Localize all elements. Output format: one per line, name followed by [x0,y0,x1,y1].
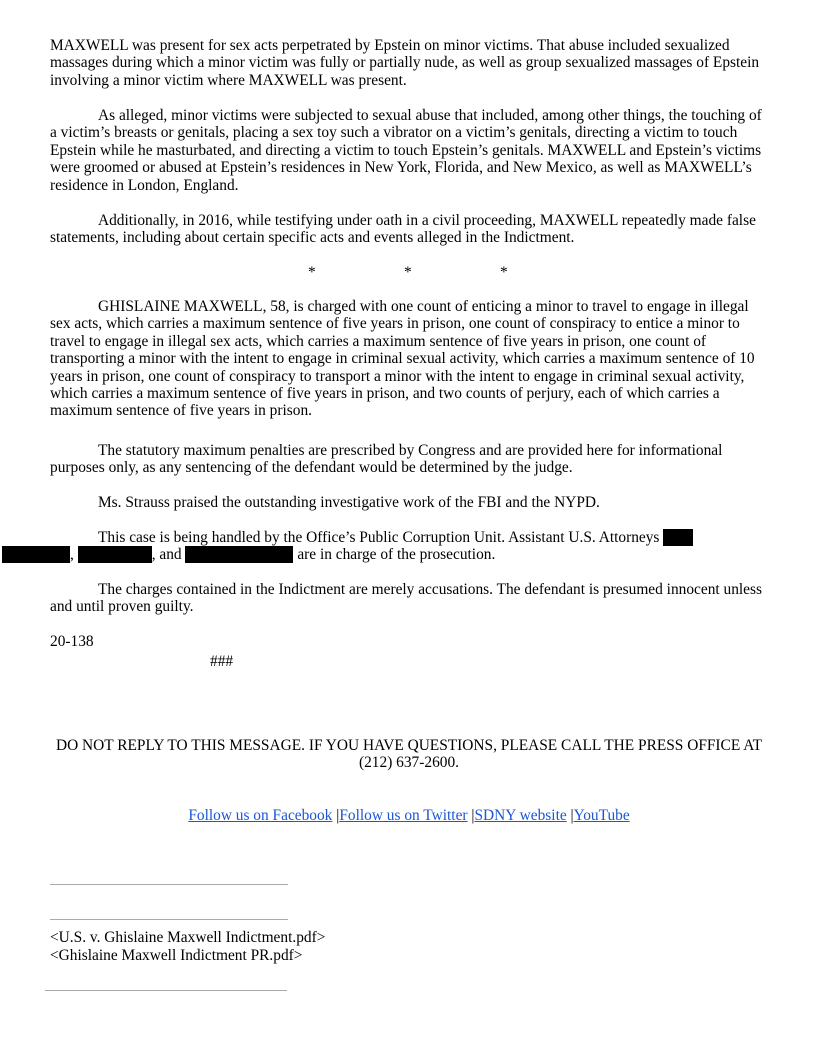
section-separator [50,264,768,282]
attachment-press-release[interactable]: <Ghislaine Maxwell Indictment PR.pdf> [50,947,303,964]
paragraph-prosecution [50,529,768,564]
prosecution-text: are in charge of the prosecution. [293,546,496,564]
separator-star: * [500,264,508,281]
paragraph-presumption: The charges contained in the Indictment are merely accusations. The defendant is presumed innocent unless and until proven guilty. [50,581,762,616]
link-separator: | [471,807,475,824]
social-links [48,807,770,824]
redaction [78,546,152,563]
divider [50,919,288,920]
paragraph-abuse: MAXWELL was present for sex acts perpetrated by Epstein on minor victims. That abuse included sexualized massages during which a minor victim was fully or partially nude, as well as group sexualized massages of Epstein involving a minor victim where MAXWELL was present. [50,37,760,89]
prosecution-text: , and [151,546,186,564]
twitter-link[interactable]: Follow us on Twitter [339,807,468,824]
attachment-indictment[interactable]: <U.S. v. Ghislaine Maxwell Indictment.pdf> [50,929,326,946]
link-separator: | [570,807,574,824]
divider [45,990,287,991]
release-number: 20-138 [50,633,94,650]
link-separator: | [336,807,340,824]
sdny-website-link[interactable]: SDNY website [474,807,567,824]
separator-star: * [404,264,412,281]
paragraph-charges: GHISLAINE MAXWELL, 58, is charged with one count of enticing a minor to travel to engage in illegal sex acts, which carries a maximum sentence of five years in prison, one count of conspiracy to entice a minor to travel to engage in illegal sex acts, which carries a maximum sentence of five years in prison, one count of transporting a minor with the intent to engage in criminal sexual activity, which carries a maximum sentence of 10 years in prison, one count of conspiracy to transport a minor with the intent to engage in criminal sexual activity, which carries a maximum sentence of five years in prison, and two counts of perjury, each of which carries a maximum sentence of five years in prison. [50,298,755,420]
paragraph-penalties: The statutory maximum penalties are prescribed by Congress and are provided here for informational purposes only, as any sentencing of the defendant would be determined by the judge. [50,442,723,477]
redaction [2,546,70,563]
separator-star: * [308,264,316,281]
paragraph-praise: Ms. Strauss praised the outstanding investigative work of the FBI and the NYPD. [98,494,600,511]
redaction [663,529,693,546]
paragraph-perjury: Additionally, in 2016, while testifying under oath in a civil proceeding, MAXWELL repeatedly made false statements, including about certain specific acts and events alleged in the Indictment. [50,212,756,247]
press-office-notice: DO NOT REPLY TO THIS MESSAGE. IF YOU HAVE QUESTIONS, PLEASE CALL THE PRESS OFFICE AT (212) 637-2600. [55,737,763,772]
paragraph-allegations: As alleged, minor victims were subjected to sexual abuse that included, among other things, the touching of a victim’s breasts or genitals, placing a sex toy such a vibrator on a victim’s genitals, directing a victim to touch Epstein while he masturbated, and directing a victim to touch Epstein’s genitals. MAXWELL and Epstein’s victims were groomed or abused at Epstein’s residences in New York, Florida, and New Mexico, as well as MAXWELL’s residence in London, England. [50,107,762,194]
facebook-link[interactable]: Follow us on Facebook [188,807,333,824]
redaction [185,546,293,563]
prosecution-text: This case is being handled by the Office’s Public Corruption Unit. Assistant U.S. Attorneys [98,529,664,546]
divider [50,884,288,885]
youtube-link[interactable]: YouTube [573,807,630,824]
prosecution-text: , [70,546,78,564]
end-mark: ### [210,653,234,670]
